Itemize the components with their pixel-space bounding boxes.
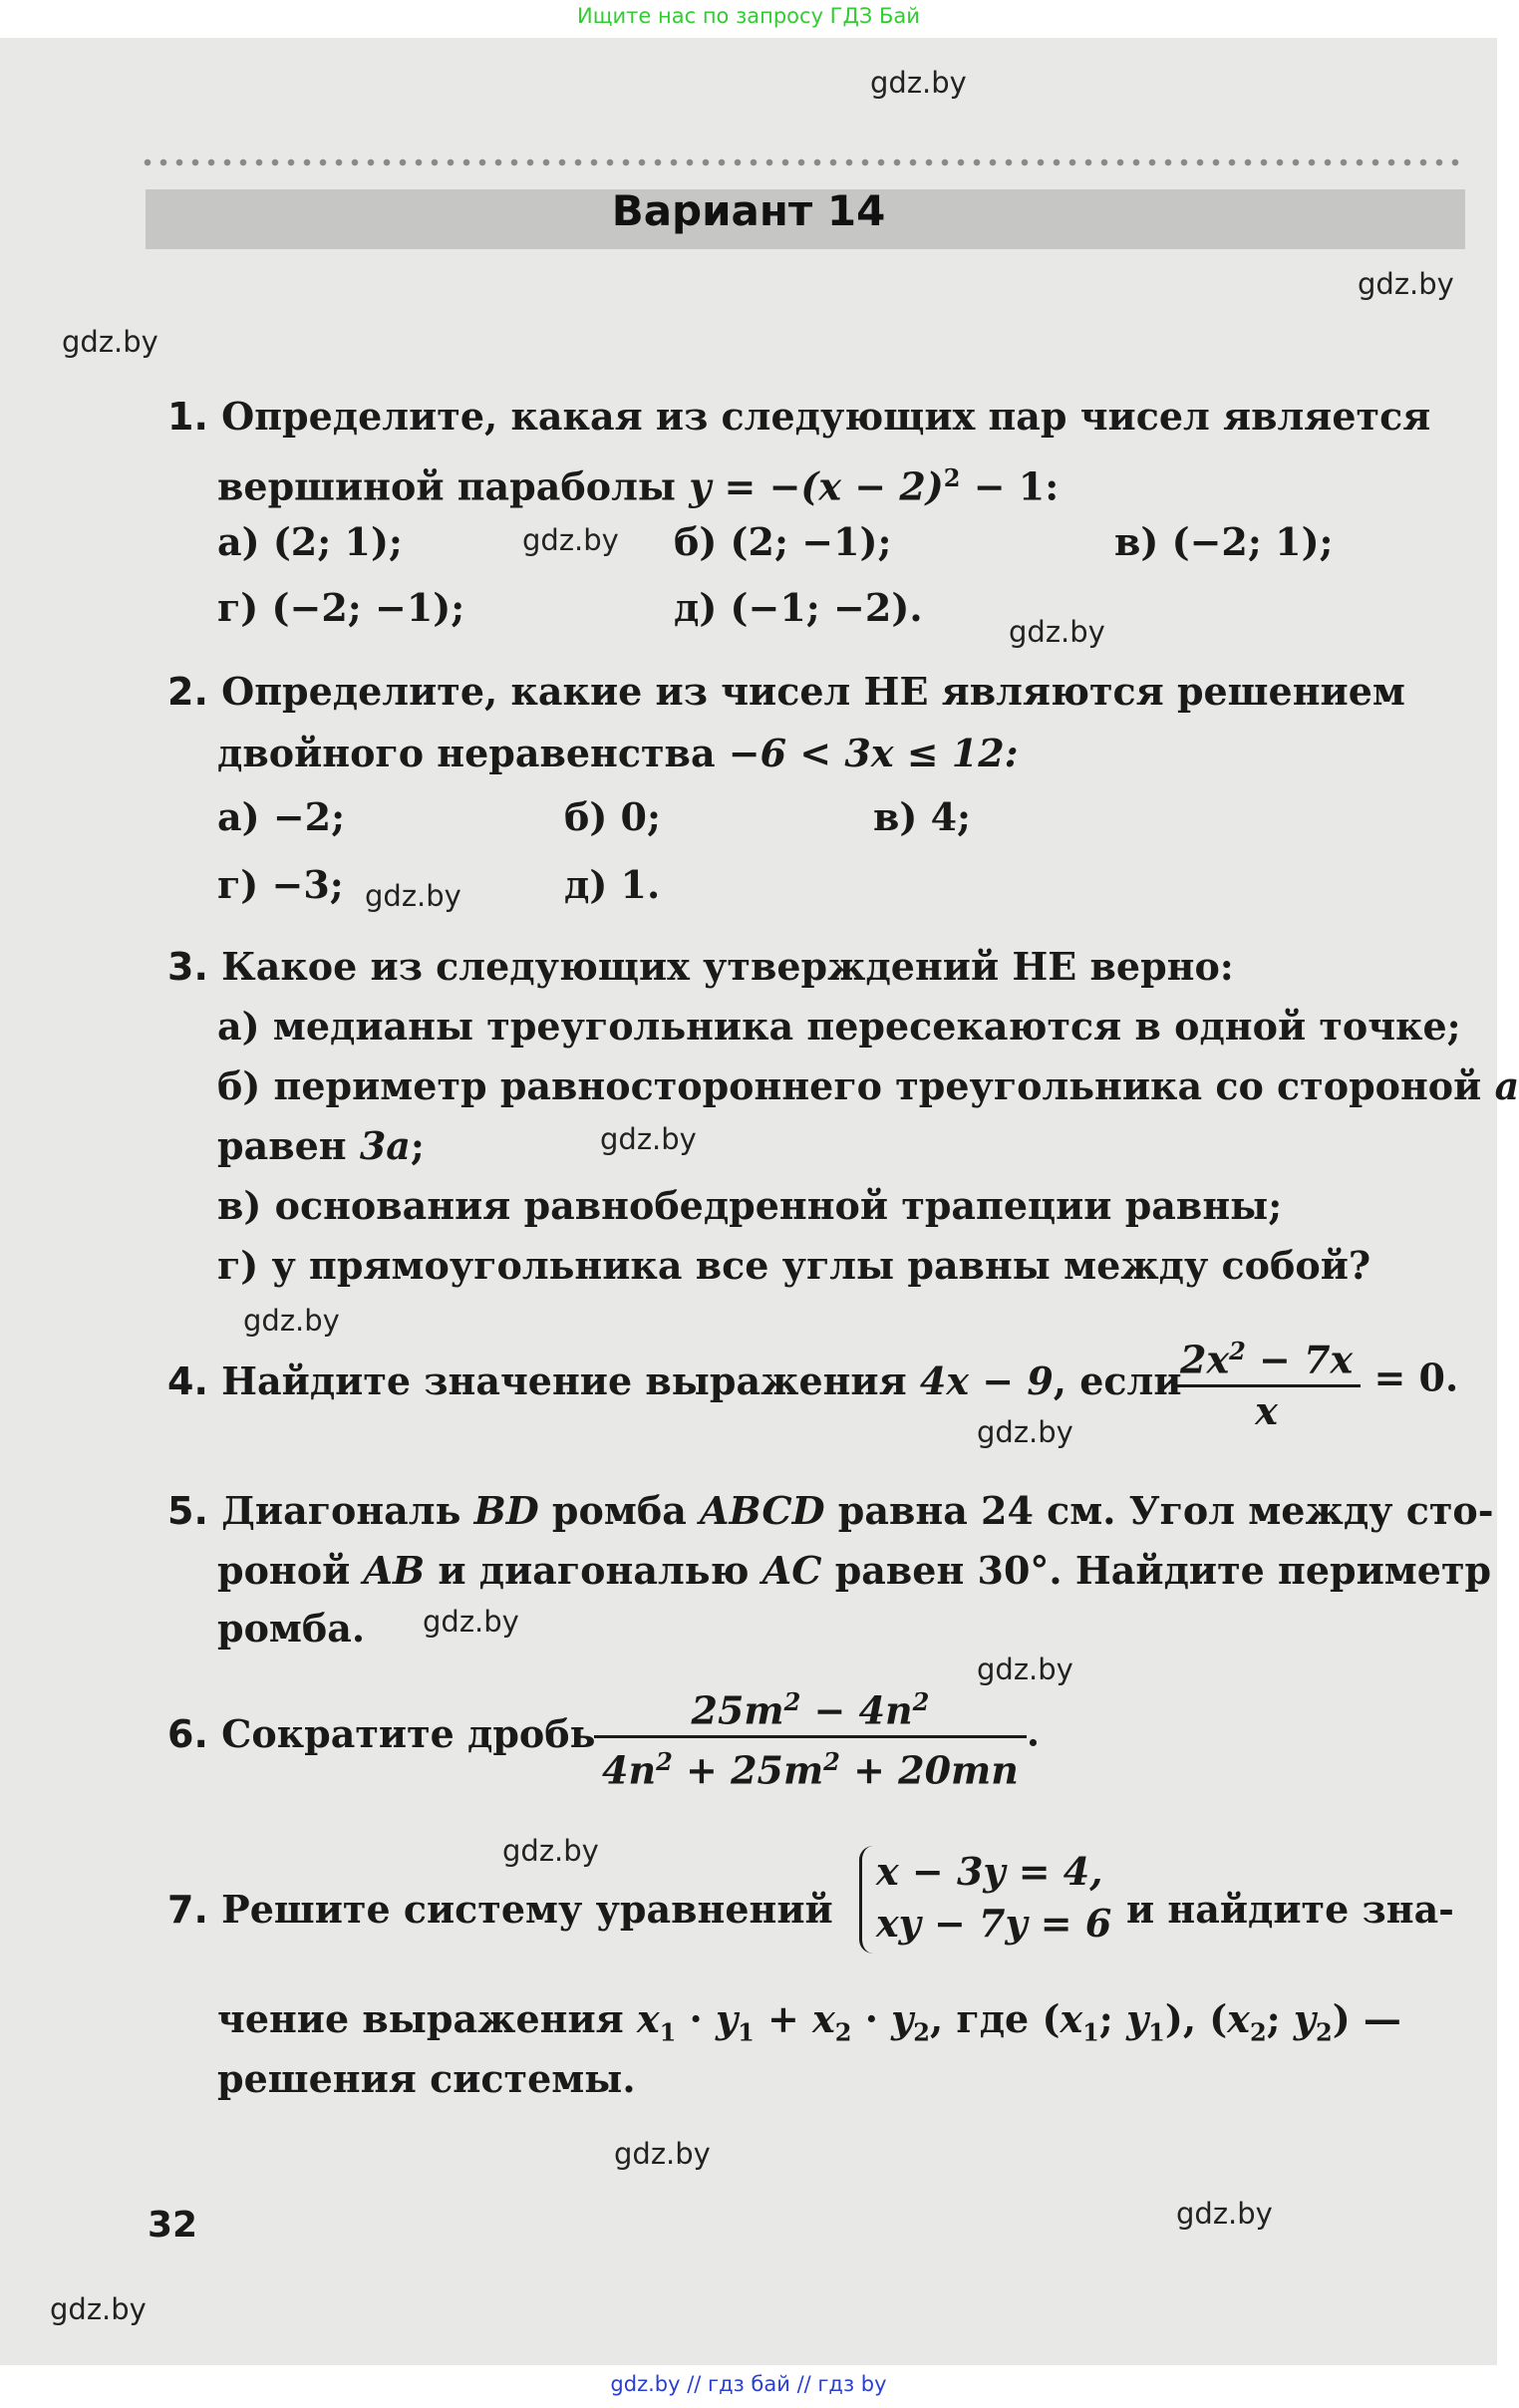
var-y: y (1293, 1996, 1316, 2041)
rhombus-abcd: ABCD (700, 1488, 825, 1533)
problem-4-text (167, 1357, 1182, 1405)
problem-number: 2. (167, 670, 208, 714)
fraction-denominator: x (1172, 1384, 1361, 1435)
side-variable: a (1494, 1063, 1519, 1108)
option-d: г) (−2; −1); (217, 585, 465, 630)
problem-text: вершиной параболы (217, 463, 690, 509)
problem-text: равен 30°. Найдите периметр (821, 1548, 1492, 1593)
problem-text: равна 24 см. Угол между сто- (824, 1488, 1494, 1533)
page-number: 32 (148, 2205, 198, 2246)
option-d: г) −3; (217, 862, 344, 907)
numerator-exponent: 2 (1229, 1337, 1246, 1365)
problem-number: 7. (167, 1888, 208, 1932)
option-b: б) 0; (564, 794, 662, 839)
problem-6-text (167, 1710, 595, 1758)
watermark: gdz.by (502, 1834, 599, 1868)
option-b-text: б) периметр равностороннего треугольника со стороной (217, 1063, 1495, 1108)
diagonal-bd: BD (473, 1488, 539, 1533)
separator: ; (1098, 1996, 1127, 2041)
problem-text: Определите, какие из чисел НЕ являются решением (221, 669, 1405, 714)
var-y: y (891, 1996, 914, 2041)
separator: ), ( (1164, 1996, 1228, 2041)
problem-5-line-2 (217, 1547, 1491, 1595)
problem-text: роной (217, 1548, 364, 1593)
option-b-continued: равен (217, 1123, 360, 1168)
problem-text: чение выражения (217, 1996, 637, 2041)
problem-text: ) — (1332, 1996, 1401, 2041)
watermark: gdz.by (1358, 267, 1454, 301)
problem-2-line-2 (217, 730, 1019, 777)
formula-exponent: 2 (943, 463, 961, 492)
expression: 4x − 9 (919, 1358, 1054, 1403)
parabola-formula: y = −(x − 2) (689, 463, 944, 509)
subscript: 2 (834, 2017, 852, 2047)
formula-tail: − 1: (960, 463, 1060, 509)
perimeter-value: 3a (359, 1123, 411, 1168)
problem-number: 6. (167, 1712, 208, 1756)
fraction (594, 1678, 1027, 1794)
problem-text: двойного неравенства (217, 731, 729, 775)
top-banner[interactable]: Ищите нас по запросу ГДЗ Бай (577, 4, 920, 28)
option-e: д) 1. (564, 862, 661, 907)
side-ab: AB (363, 1548, 426, 1593)
watermark: gdz.by (423, 1605, 519, 1639)
numerator-term: − 4n (800, 1687, 913, 1733)
diagonal-ac: AC (761, 1548, 822, 1593)
var-x: x (812, 1996, 835, 2041)
problem-text: , где ( (929, 1996, 1061, 2041)
subscript: 1 (1148, 2017, 1165, 2047)
option-d: г) у прямоугольника все углы равны между собой? (217, 1243, 1371, 1288)
fraction-numerator (1172, 1328, 1361, 1384)
problem-text: Решите систему уравнений (221, 1887, 833, 1932)
problem-4-fraction (1172, 1328, 1458, 1435)
numerator-term: 25m (691, 1687, 784, 1733)
numerator-term: 2x (1180, 1337, 1230, 1382)
subscript: 1 (738, 2017, 755, 2047)
inequality: −6 < 3x ≤ 12: (728, 731, 1019, 775)
fraction-tail: . (1026, 1709, 1041, 1755)
fraction (1172, 1328, 1361, 1435)
problem-2-line-1 (167, 668, 1405, 716)
subscript: 2 (1316, 2017, 1333, 2047)
var-y: y (1126, 1996, 1149, 2041)
problem-text: Найдите значение выражения (221, 1358, 920, 1403)
var-x: x (636, 1996, 660, 2041)
problem-7-line-1 (167, 1886, 833, 1934)
numerator-exponent: 2 (783, 1687, 801, 1716)
var-x: x (1227, 1996, 1250, 2041)
problem-number: 1. (167, 395, 208, 439)
bottom-banner[interactable]: gdz.by // гдз бай // гдз by (610, 2372, 887, 2396)
watermark: gdz.by (1009, 615, 1105, 649)
equation-2: xy − 7y = 6 (876, 1901, 1112, 1946)
option-c: в) (−2; 1); (1114, 519, 1334, 564)
var-y: y (716, 1996, 739, 2041)
watermark: gdz.by (522, 523, 619, 557)
problem-number: 3. (167, 945, 208, 989)
watermark: gdz.by (50, 2292, 147, 2326)
problem-text: Какое из следующих утверждений НЕ верно: (221, 944, 1234, 989)
watermark: gdz.by (600, 1122, 697, 1156)
problem-text: Диагональ (221, 1488, 474, 1533)
option-b: б) (2; −1); (674, 519, 892, 564)
problem-1-line-2 (217, 454, 1059, 511)
problem-7-line-2 (217, 1995, 1401, 2057)
problem-3-line-1 (167, 943, 1234, 991)
problem-6-fraction (594, 1678, 1040, 1794)
var-x: x (1060, 1996, 1083, 2041)
problem-text: Сократите дробь (221, 1711, 596, 1756)
separator: ; (1266, 1996, 1294, 2041)
watermark: gdz.by (870, 66, 967, 100)
option-e: д) (−1; −2). (674, 585, 923, 630)
problem-number: 5. (167, 1489, 208, 1533)
equation-system (859, 1846, 1111, 1954)
watermark: gdz.by (977, 1653, 1073, 1686)
problem-text: ромба (538, 1488, 701, 1533)
option-b-end: ; (410, 1123, 425, 1168)
denominator-term: + 25m (672, 1747, 824, 1793)
problem-1-line-1 (167, 393, 1430, 441)
operator: · (851, 1996, 892, 2041)
option-c: в) основания равнобедренной трапеции равны; (217, 1183, 1283, 1228)
subscript: 2 (913, 2017, 930, 2047)
option-a: а) −2; (217, 794, 346, 839)
option-c: в) 4; (873, 794, 972, 839)
watermark: gdz.by (614, 2137, 711, 2171)
subscript: 1 (1082, 2017, 1099, 2047)
denominator-term: + 20mn (839, 1747, 1019, 1793)
problem-5-line-1 (167, 1487, 1494, 1535)
denominator-term: 4n (602, 1747, 657, 1793)
watermark: gdz.by (243, 1304, 340, 1338)
subscript: 2 (1249, 2017, 1267, 2047)
option-a: а) (2; 1); (217, 519, 403, 564)
watermark: gdz.by (977, 1415, 1073, 1449)
problem-7-continued: и найдите зна- (1126, 1887, 1454, 1932)
problem-text: и диагональю (425, 1548, 762, 1593)
problem-5-line-3: ромба. (217, 1606, 366, 1651)
problem-7-line-3: решения системы. (217, 2056, 636, 2101)
equation-tail: = 0. (1361, 1354, 1459, 1400)
problem-text: Определите, какая из следующих пар чисел является (221, 394, 1431, 439)
operator: + (754, 1996, 813, 2041)
numerator-tail: − 7x (1245, 1337, 1354, 1382)
denominator-exponent: 2 (656, 1746, 673, 1776)
condition-text: , если (1053, 1358, 1182, 1403)
subscript: 1 (659, 2017, 677, 2047)
fraction-denominator (594, 1735, 1027, 1795)
option-b-line-1 (217, 1062, 1519, 1110)
option-b-line-2 (217, 1122, 425, 1170)
problem-number: 4. (167, 1359, 208, 1403)
watermark: gdz.by (365, 879, 461, 913)
fraction-numerator (594, 1678, 1027, 1735)
numerator-exponent: 2 (912, 1687, 930, 1716)
equation-1: x − 3y = 4, (876, 1849, 1103, 1894)
option-a: а) медианы треугольника пересекаются в одной точке; (217, 1004, 1461, 1049)
operator: · (676, 1996, 716, 2041)
watermark: gdz.by (62, 325, 158, 359)
denominator-exponent: 2 (823, 1746, 840, 1776)
watermark: gdz.by (1176, 2197, 1273, 2231)
dotted-divider (140, 157, 1465, 167)
page-title: Вариант 14 (611, 186, 886, 235)
